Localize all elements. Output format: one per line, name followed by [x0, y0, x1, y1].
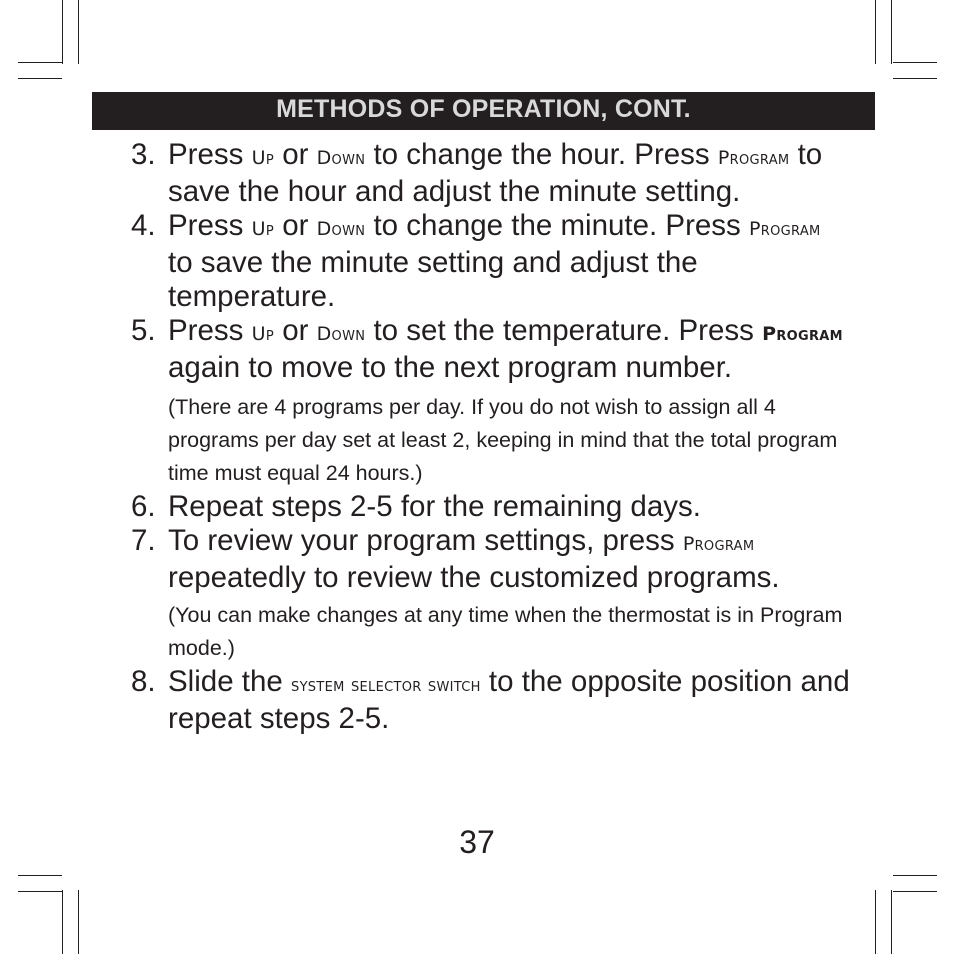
step-text: to save the hour and adjust the minute setting.	[168, 138, 823, 208]
step-text: Press	[168, 138, 244, 171]
down-key-label: Down	[316, 323, 366, 345]
system-selector-switch-label: system selector switch	[291, 674, 481, 696]
step-text: Repeat steps 2-5 for the remaining days.	[168, 490, 701, 523]
section-header	[92, 92, 875, 130]
program-key-label: Program	[749, 218, 821, 240]
crop-mark	[893, 891, 937, 892]
crop-mark	[62, 0, 63, 64]
step-text: or	[282, 209, 309, 242]
section-title: METHODS OF OPERATION, CONT.	[276, 95, 691, 123]
step-4	[131, 209, 851, 314]
step-8	[131, 665, 851, 736]
program-key-label: Program	[762, 323, 843, 345]
step-number: 7.	[131, 524, 156, 557]
step-text: to change the minute. Press	[373, 209, 741, 242]
step-note: (There are 4 programs per day. If you do not wish to assign all 4 programs per day set at least 2, keeping in mind that the total program time must equal 24 hours.)	[168, 395, 838, 485]
step-text: to save the minute setting and adjust the temperature.	[168, 246, 698, 313]
program-key-label: Program	[717, 147, 790, 169]
step-text: again to move to the next program number.	[168, 351, 733, 384]
step-text: Press	[168, 314, 244, 347]
step-text: to the opposite position and repeat steps 2-5.	[168, 665, 850, 735]
step-text: to set the temperature. Press	[373, 314, 754, 347]
crop-mark	[62, 890, 63, 954]
crop-mark	[893, 78, 937, 79]
crop-mark	[18, 875, 62, 876]
crop-mark	[78, 890, 79, 954]
crop-mark	[18, 891, 62, 892]
down-key-label: Down	[316, 147, 366, 169]
up-key-label: Up	[251, 147, 274, 169]
step-text: or	[282, 138, 309, 171]
step-5	[131, 314, 851, 490]
crop-mark	[78, 0, 79, 64]
step-text: Slide the	[168, 665, 283, 698]
crop-mark	[893, 62, 937, 63]
crop-mark	[18, 62, 62, 63]
up-key-label: Up	[251, 323, 274, 345]
page-number: 37	[459, 824, 495, 860]
step-3	[131, 138, 851, 209]
instruction-list	[131, 138, 851, 736]
crop-mark	[18, 78, 62, 79]
step-number: 3.	[131, 138, 156, 171]
step-text: to change the hour. Press	[373, 138, 710, 171]
step-text: or	[282, 314, 309, 347]
step-7	[131, 524, 851, 665]
step-text: repeatedly to review the customized programs.	[168, 561, 780, 594]
step-number: 5.	[131, 314, 156, 347]
step-note: (You can make changes at any time when the thermostat is in Program mode.)	[168, 603, 843, 660]
step-number: 4.	[131, 209, 156, 242]
down-key-label: Down	[316, 218, 366, 240]
step-text: To review your program settings, press	[168, 524, 675, 557]
step-text: Press	[168, 209, 244, 242]
crop-mark	[875, 890, 876, 954]
step-number: 6.	[131, 490, 156, 523]
crop-mark	[875, 0, 876, 64]
crop-mark	[891, 0, 892, 64]
up-key-label: Up	[251, 218, 274, 240]
step-number: 8.	[131, 665, 156, 698]
program-key-label: Program	[682, 533, 755, 555]
step-6	[131, 490, 851, 524]
crop-mark	[893, 875, 937, 876]
crop-mark	[891, 890, 892, 954]
